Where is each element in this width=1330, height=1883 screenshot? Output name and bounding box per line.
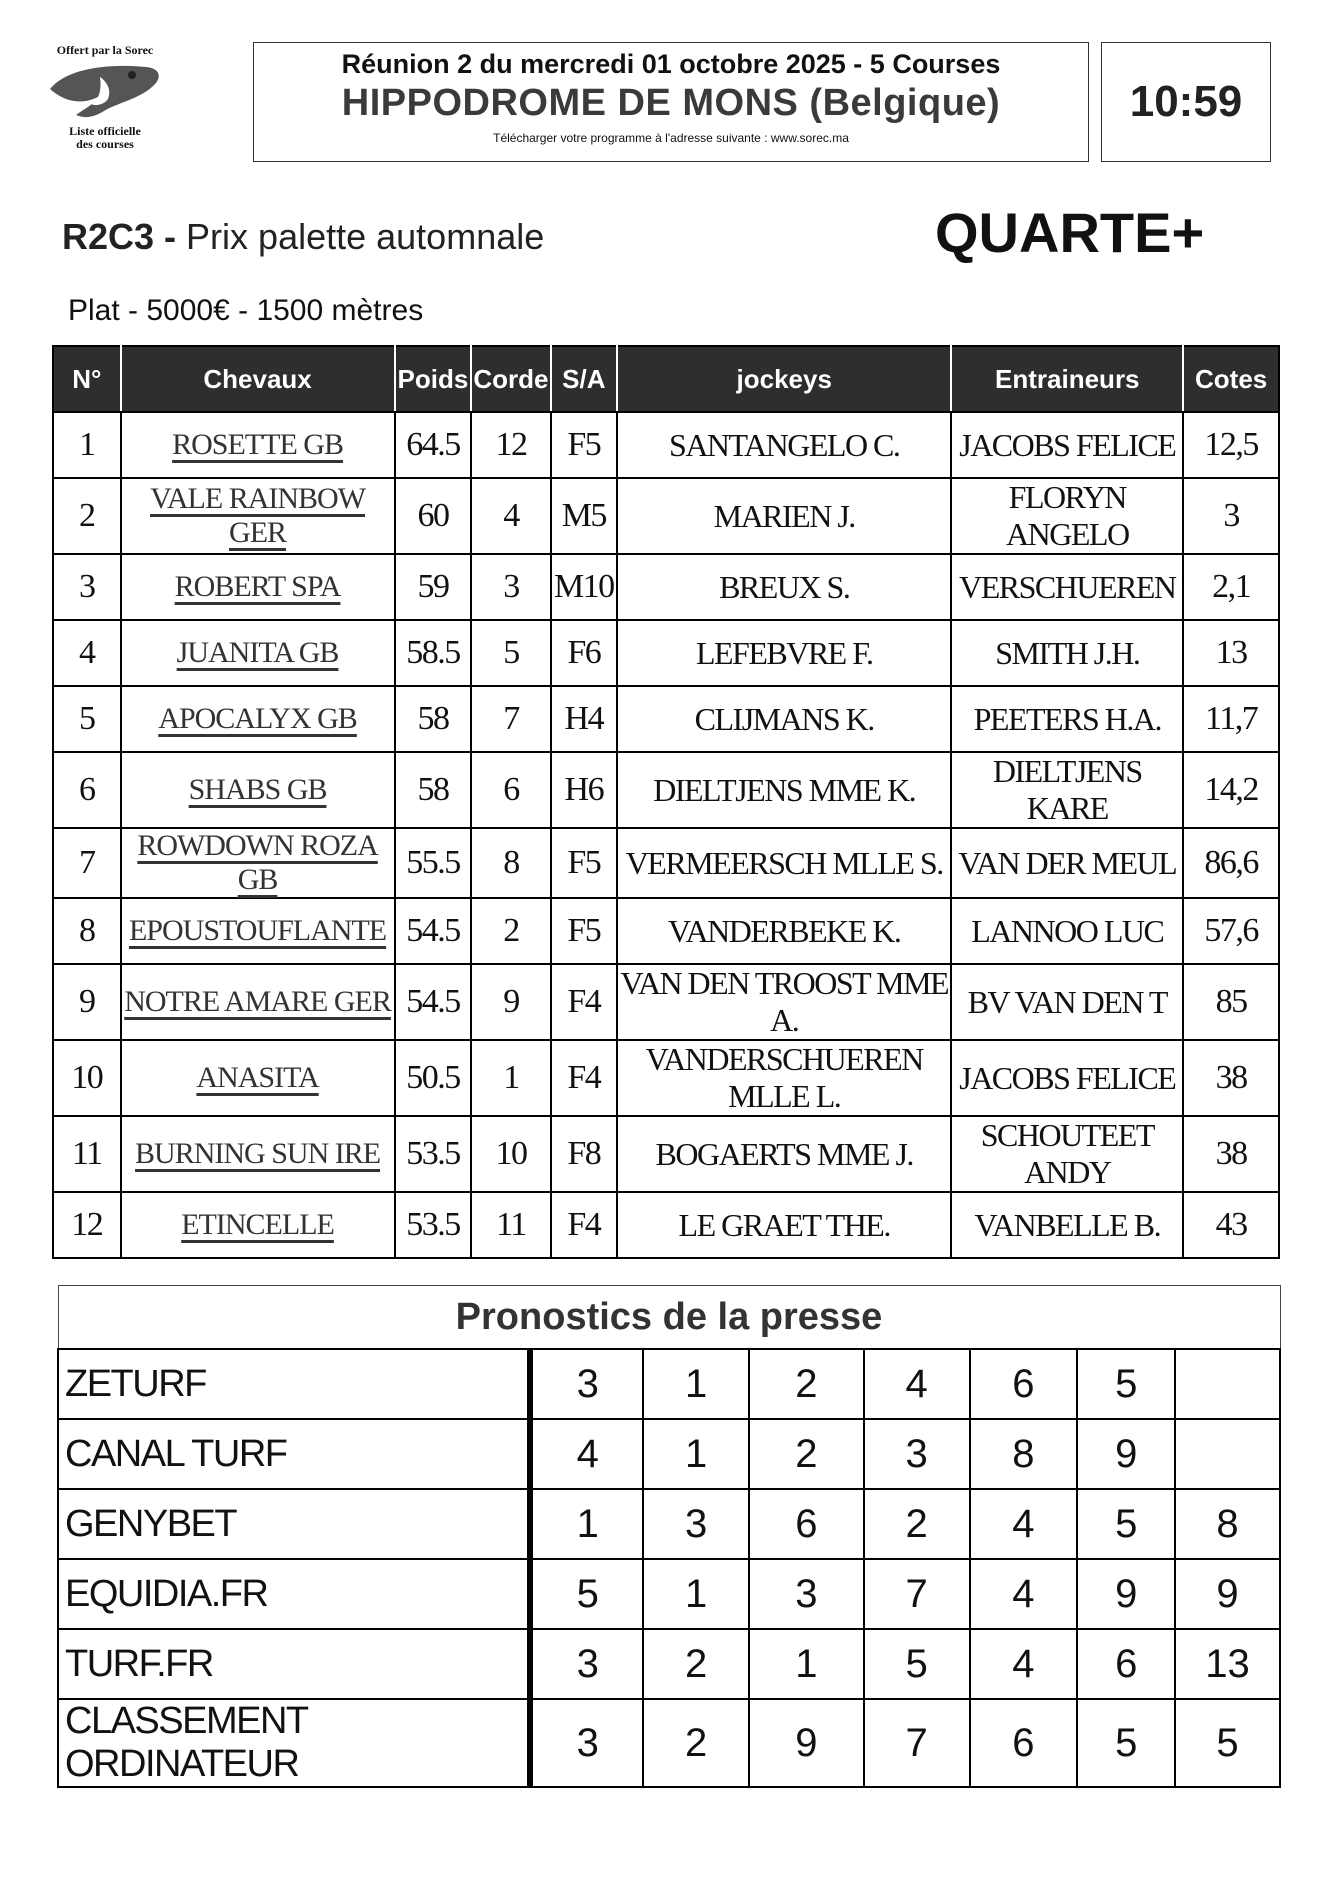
jockey: BOGAERTS MME J. <box>617 1116 951 1192</box>
sex-age: F5 <box>551 898 618 964</box>
trainer: DIELTJENS KARE <box>951 752 1183 828</box>
press-pick: 6 <box>970 1349 1078 1419</box>
press-tips-table <box>57 1285 1281 1788</box>
runner-number: 5 <box>53 686 121 752</box>
trainer: SCHOUTEET ANDY <box>951 1116 1183 1192</box>
trainer: LANNOO LUC <box>951 898 1183 964</box>
runner-number: 8 <box>53 898 121 964</box>
runner-row <box>53 478 1279 554</box>
header-trainers[interactable]: Entraineurs <box>951 346 1183 412</box>
press-pick: 2 <box>643 1629 749 1699</box>
draw: 7 <box>471 686 550 752</box>
sex-age: F5 <box>551 828 618 898</box>
header-draw[interactable]: Corde <box>471 346 550 412</box>
runner-row <box>53 412 1279 478</box>
press-pick: 2 <box>749 1419 864 1489</box>
horse-name[interactable]: NOTRE AMARE GER <box>121 964 395 1040</box>
draw: 6 <box>471 752 550 828</box>
press-source: CLASSEMENT ORDINATEUR <box>58 1699 530 1787</box>
racecourse-name: HIPPODROME DE MONS (Belgique) <box>341 82 1001 124</box>
press-pick: 6 <box>970 1699 1078 1787</box>
odds: 38 <box>1183 1116 1279 1192</box>
sex-age: F8 <box>551 1116 618 1192</box>
sex-age: F4 <box>551 1040 618 1116</box>
runner-row <box>53 554 1279 620</box>
horse-logo-icon <box>46 59 164 123</box>
sex-age: F4 <box>551 1192 618 1258</box>
draw: 2 <box>471 898 550 964</box>
press-row <box>58 1699 1280 1787</box>
meeting-header <box>253 42 1089 162</box>
press-pick: 4 <box>970 1629 1078 1699</box>
press-pick: 2 <box>643 1699 749 1787</box>
logo-top-text: Offert par la Sorec <box>56 43 154 57</box>
download-notice: Télécharger votre programme à l'adresse suivante : www.sorec.ma <box>493 131 849 145</box>
sex-age: M10 <box>551 554 618 620</box>
runner-number: 11 <box>53 1116 121 1192</box>
jockey: CLIJMANS K. <box>617 686 951 752</box>
press-pick: 1 <box>749 1629 864 1699</box>
press-pick: 3 <box>643 1489 749 1559</box>
header-horses[interactable]: Chevaux <box>121 346 395 412</box>
press-pick: 9 <box>1077 1419 1175 1489</box>
odds: 86,6 <box>1183 828 1279 898</box>
press-pick: 1 <box>530 1489 643 1559</box>
sex-age: F6 <box>551 620 618 686</box>
draw: 11 <box>471 1192 550 1258</box>
horse-name[interactable]: ROBERT SPA <box>121 554 395 620</box>
press-pick: 5 <box>1077 1349 1175 1419</box>
logo-bottom-text-1: Liste officielle <box>69 124 141 138</box>
weight: 55.5 <box>395 828 472 898</box>
trainer: JACOBS FELICE <box>951 1040 1183 1116</box>
runner-number: 6 <box>53 752 121 828</box>
trainer: PEETERS H.A. <box>951 686 1183 752</box>
press-source: CANAL TURF <box>58 1419 530 1489</box>
race-title-separator: - <box>154 216 187 257</box>
odds: 85 <box>1183 964 1279 1040</box>
logo-bottom-text-2: des courses <box>76 137 134 151</box>
press-row <box>58 1629 1280 1699</box>
draw: 8 <box>471 828 550 898</box>
odds: 38 <box>1183 1040 1279 1116</box>
jockey: VERMEERSCH MLLE S. <box>617 828 951 898</box>
runner-number: 3 <box>53 554 121 620</box>
press-pick: 6 <box>749 1489 864 1559</box>
weight: 53.5 <box>395 1116 472 1192</box>
runner-number: 2 <box>53 478 121 554</box>
sex-age: M5 <box>551 478 618 554</box>
press-row <box>58 1489 1280 1559</box>
odds: 2,1 <box>1183 554 1279 620</box>
horse-name[interactable]: ROWDOWN ROZA GB <box>121 828 395 898</box>
horse-name[interactable]: ROSETTE GB <box>121 412 395 478</box>
press-pick: 7 <box>864 1559 970 1629</box>
press-row <box>58 1349 1280 1419</box>
runner-row <box>53 828 1279 898</box>
jockey: LE GRAET THE. <box>617 1192 951 1258</box>
race-name: Prix palette automnale <box>186 216 545 257</box>
horse-name[interactable]: JUANITA GB <box>121 620 395 686</box>
press-pick: 3 <box>864 1419 970 1489</box>
sex-age: F5 <box>551 412 618 478</box>
runner-row <box>53 686 1279 752</box>
weight: 59 <box>395 554 472 620</box>
trainer: VAN DER MEUL <box>951 828 1183 898</box>
draw: 1 <box>471 1040 550 1116</box>
press-pick: 2 <box>864 1489 970 1559</box>
runners-table <box>52 345 1280 1259</box>
race-time: 10:59 <box>1101 42 1271 162</box>
runner-row <box>53 1116 1279 1192</box>
horse-name[interactable]: BURNING SUN IRE <box>121 1116 395 1192</box>
jockey: SANTANGELO C. <box>617 412 951 478</box>
trainer: JACOBS FELICE <box>951 412 1183 478</box>
horse-name[interactable]: SHABS GB <box>121 752 395 828</box>
race-title <box>62 216 544 258</box>
header-number[interactable]: N° <box>53 346 121 412</box>
press-tips-title: Pronostics de la presse <box>58 1286 1280 1350</box>
draw: 5 <box>471 620 550 686</box>
runner-number: 1 <box>53 412 121 478</box>
press-pick <box>1175 1349 1280 1419</box>
weight: 58.5 <box>395 620 472 686</box>
press-pick: 8 <box>1175 1489 1280 1559</box>
draw: 4 <box>471 478 550 554</box>
horse-name[interactable]: EPOUSTOUFLANTE <box>121 898 395 964</box>
press-pick: 4 <box>864 1349 970 1419</box>
odds: 57,6 <box>1183 898 1279 964</box>
draw: 3 <box>471 554 550 620</box>
runner-row <box>53 964 1279 1040</box>
press-pick: 1 <box>643 1559 749 1629</box>
runner-number: 12 <box>53 1192 121 1258</box>
press-pick: 5 <box>1077 1489 1175 1559</box>
trainer: FLORYN ANGELO <box>951 478 1183 554</box>
sex-age: F4 <box>551 964 618 1040</box>
odds: 3 <box>1183 478 1279 554</box>
runner-number: 10 <box>53 1040 121 1116</box>
press-source: EQUIDIA.FR <box>58 1559 530 1629</box>
weight: 58 <box>395 752 472 828</box>
odds: 14,2 <box>1183 752 1279 828</box>
press-pick: 2 <box>749 1349 864 1419</box>
press-pick: 3 <box>530 1699 643 1787</box>
draw: 12 <box>471 412 550 478</box>
weight: 64.5 <box>395 412 472 478</box>
sex-age: H4 <box>551 686 618 752</box>
odds: 13 <box>1183 620 1279 686</box>
runners-header-row <box>53 346 1279 412</box>
press-pick: 9 <box>1175 1559 1280 1629</box>
horse-name[interactable]: VALE RAINBOW GER <box>121 478 395 554</box>
jockey: MARIEN J. <box>617 478 951 554</box>
runner-row <box>53 752 1279 828</box>
trainer: BV VAN DEN T <box>951 964 1183 1040</box>
press-pick: 7 <box>864 1699 970 1787</box>
press-pick: 5 <box>864 1629 970 1699</box>
race-conditions: Plat - 5000€ - 1500 mètres <box>68 294 424 327</box>
horse-name[interactable]: ETINCELLE <box>121 1192 395 1258</box>
press-source: GENYBET <box>58 1489 530 1559</box>
weight: 54.5 <box>395 898 472 964</box>
press-row <box>58 1419 1280 1489</box>
weight: 58 <box>395 686 472 752</box>
runner-row <box>53 898 1279 964</box>
meeting-line: Réunion 2 du mercredi 01 octobre 2025 - 5 Courses <box>341 49 1001 79</box>
press-pick: 4 <box>970 1559 1078 1629</box>
sorec-logo <box>40 40 170 164</box>
press-pick: 6 <box>1077 1629 1175 1699</box>
weight: 50.5 <box>395 1040 472 1116</box>
trainer: VANBELLE B. <box>951 1192 1183 1258</box>
press-source: ZETURF <box>58 1349 530 1419</box>
press-pick: 13 <box>1175 1629 1280 1699</box>
press-pick: 4 <box>970 1489 1078 1559</box>
draw: 9 <box>471 964 550 1040</box>
bet-type: QUARTE+ <box>935 201 1205 264</box>
jockey: DIELTJENS MME K. <box>617 752 951 828</box>
runner-number: 7 <box>53 828 121 898</box>
press-pick: 3 <box>530 1629 643 1699</box>
trainer: SMITH J.H. <box>951 620 1183 686</box>
press-pick: 9 <box>749 1699 864 1787</box>
press-pick: 5 <box>530 1559 643 1629</box>
odds: 11,7 <box>1183 686 1279 752</box>
runner-row <box>53 620 1279 686</box>
press-pick: 1 <box>643 1349 749 1419</box>
header-odds[interactable]: Cotes <box>1183 346 1279 412</box>
press-pick: 5 <box>1077 1699 1175 1787</box>
press-pick: 3 <box>530 1349 643 1419</box>
odds: 43 <box>1183 1192 1279 1258</box>
runner-row <box>53 1040 1279 1116</box>
sex-age: H6 <box>551 752 618 828</box>
jockey: BREUX S. <box>617 554 951 620</box>
race-code: R2C3 <box>62 216 155 257</box>
jockey: VANDERSCHUEREN MLLE L. <box>617 1040 951 1116</box>
press-pick: 4 <box>530 1419 643 1489</box>
jockey: LEFEBVRE F. <box>617 620 951 686</box>
runner-row <box>53 1192 1279 1258</box>
press-pick: 9 <box>1077 1559 1175 1629</box>
press-pick: 1 <box>643 1419 749 1489</box>
horse-name[interactable]: APOCALYX GB <box>121 686 395 752</box>
runner-number: 4 <box>53 620 121 686</box>
press-pick: 8 <box>970 1419 1078 1489</box>
header-jockeys[interactable]: jockeys <box>617 346 951 412</box>
press-row <box>58 1559 1280 1629</box>
runner-number: 9 <box>53 964 121 1040</box>
header-weight[interactable]: Poids <box>395 346 472 412</box>
press-pick: 5 <box>1175 1699 1280 1787</box>
horse-name[interactable]: ANASITA <box>121 1040 395 1116</box>
press-source: TURF.FR <box>58 1629 530 1699</box>
jockey: VAN DEN TROOST MME A. <box>617 964 951 1040</box>
draw: 10 <box>471 1116 550 1192</box>
header-sex-age[interactable]: S/A <box>551 346 618 412</box>
weight: 54.5 <box>395 964 472 1040</box>
weight: 60 <box>395 478 472 554</box>
press-pick <box>1175 1419 1280 1489</box>
trainer: VERSCHUEREN <box>951 554 1183 620</box>
odds: 12,5 <box>1183 412 1279 478</box>
weight: 53.5 <box>395 1192 472 1258</box>
jockey: VANDERBEKE K. <box>617 898 951 964</box>
press-pick: 3 <box>749 1559 864 1629</box>
